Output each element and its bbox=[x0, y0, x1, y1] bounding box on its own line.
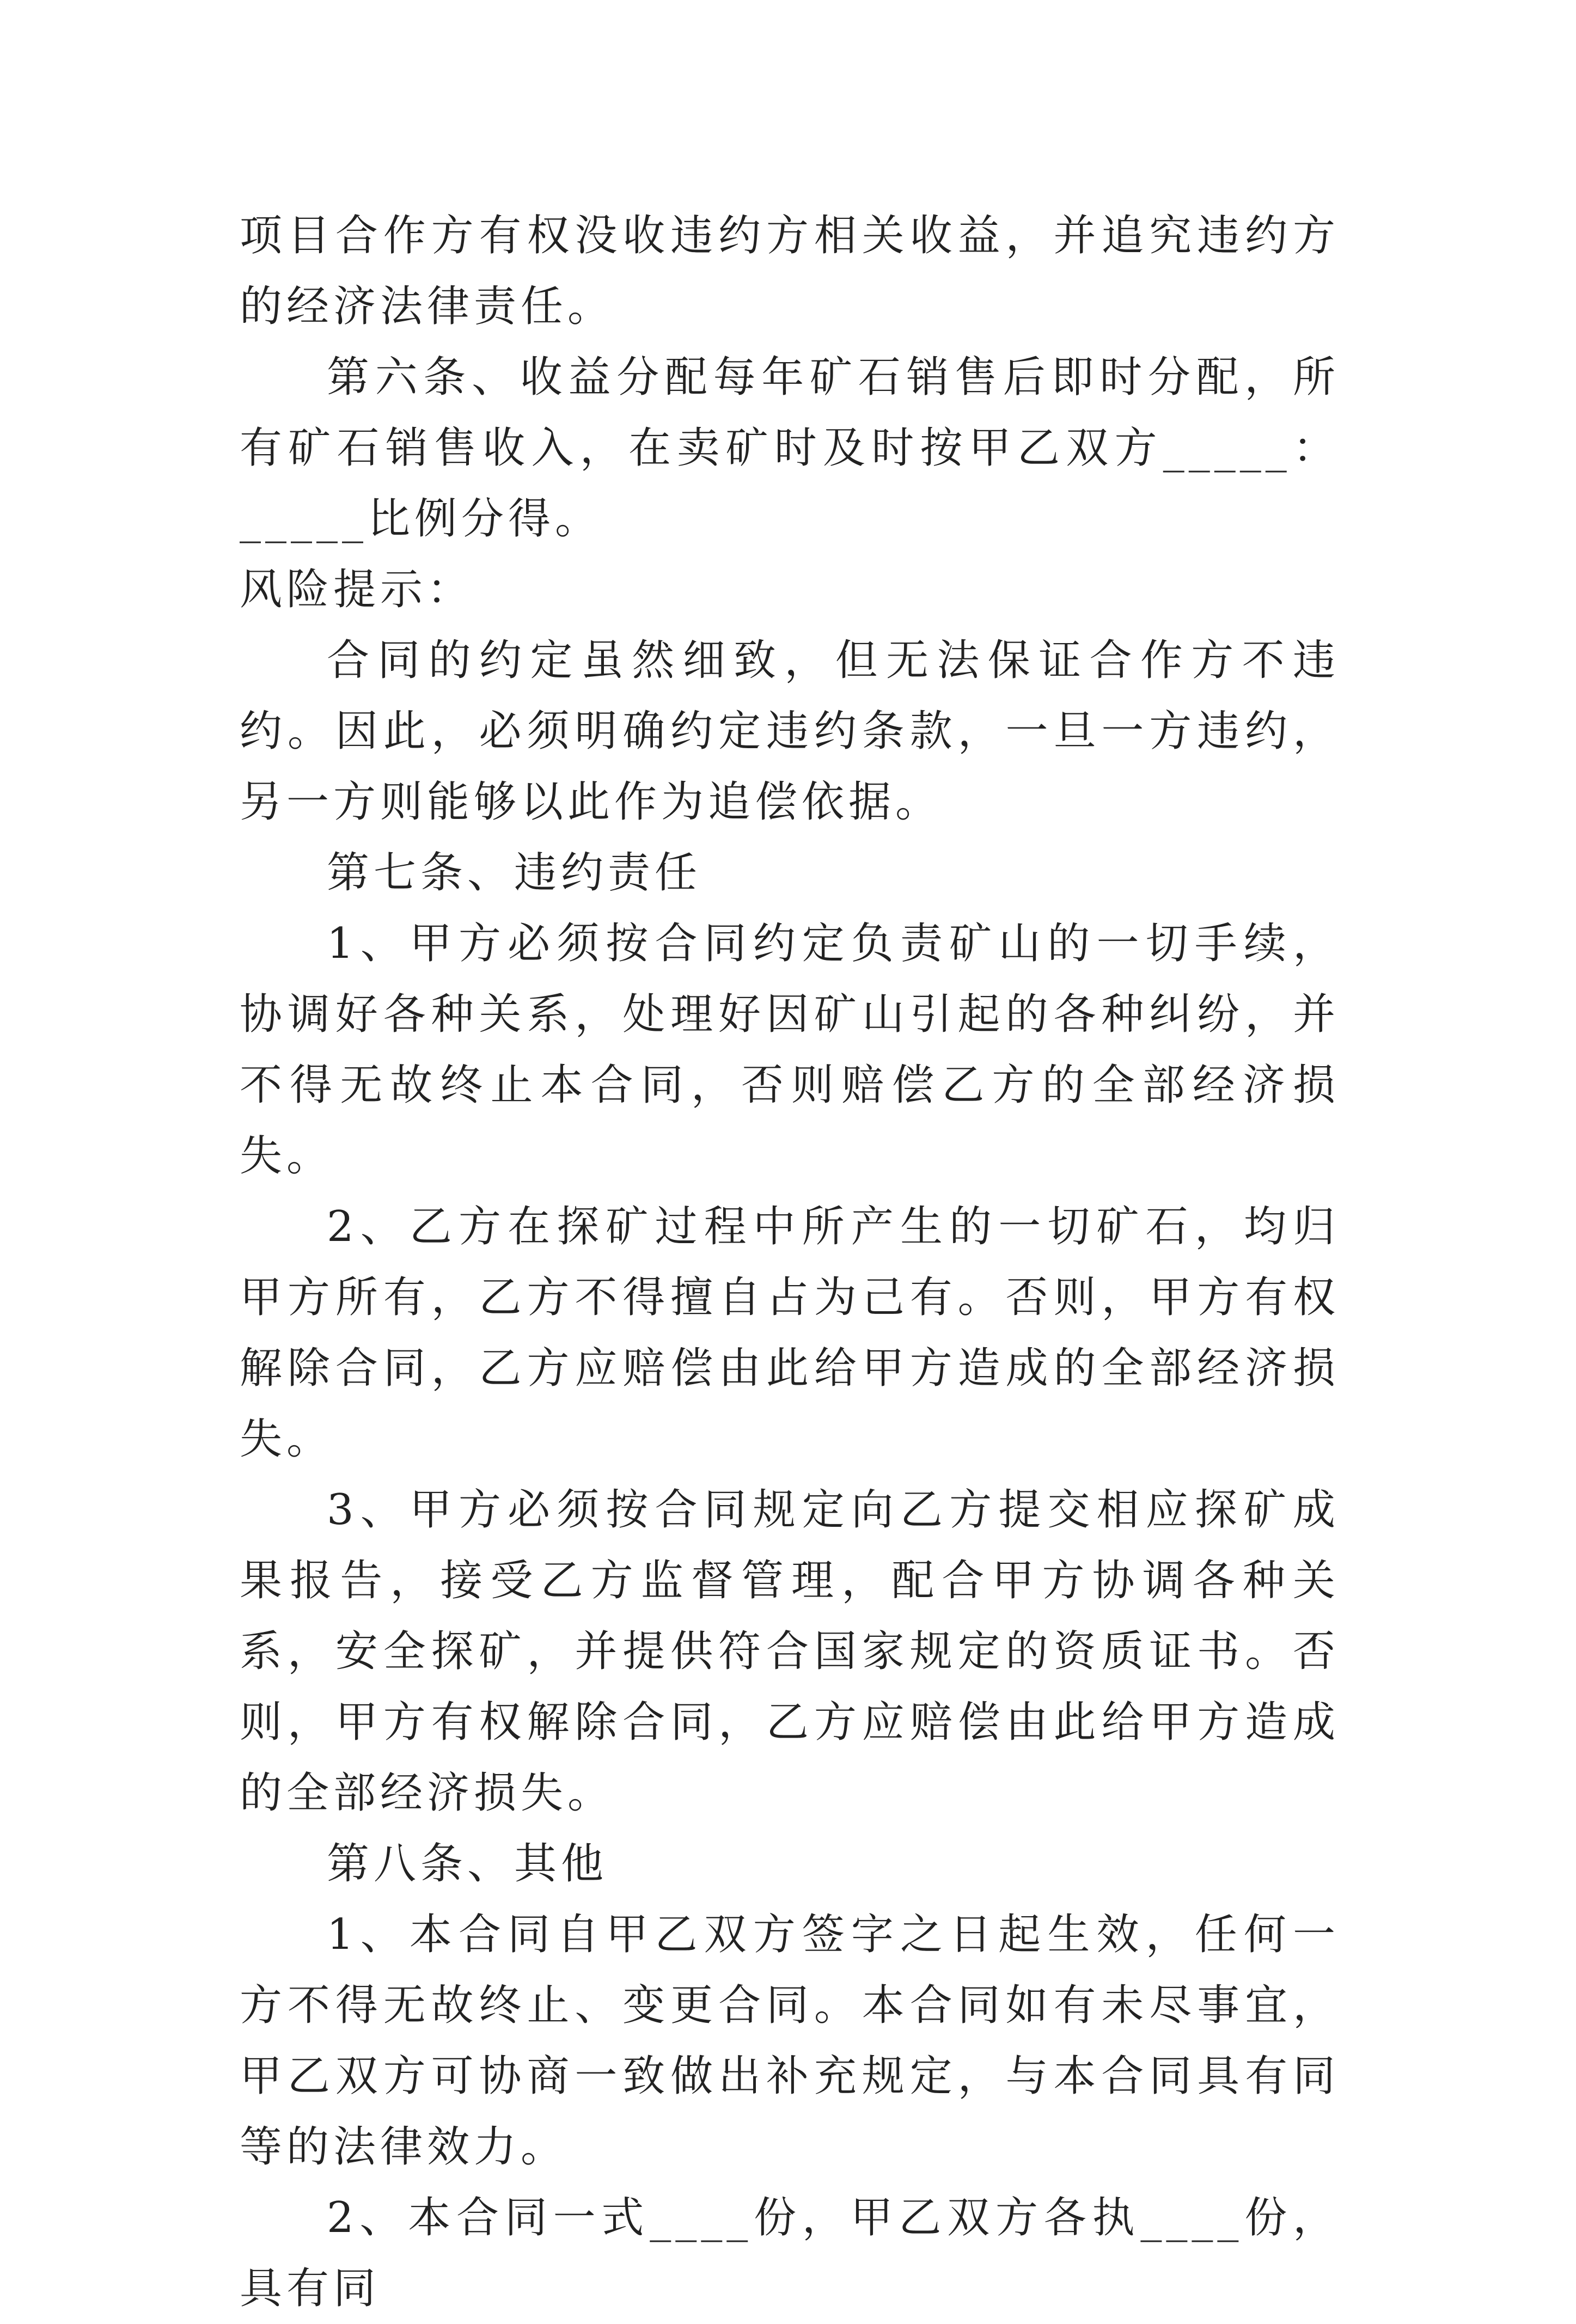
paragraph-article-7-item-2: 2、乙方在探矿过程中所产生的一切矿石，均归甲方所有，乙方不得擅自占为己有。否则，甲方有权解除合同，乙方应赔偿由此给甲方造成的全部经济损失。 bbox=[240, 1202, 1340, 1464]
paragraph-article-7-item-1: 1、甲方必须按合同约定负责矿山的一切手续，协调好各种关系，处理好因矿山引起的各种纠纷，并不得无故终止本合同，否则赔偿乙方的全部经济损失。 bbox=[240, 919, 1340, 1181]
paragraph-risk-heading: 风险提示： bbox=[240, 565, 474, 614]
heading-article-8: 第八条、其他 bbox=[327, 1839, 608, 1888]
document-body bbox=[240, 200, 1340, 2324]
paragraph-article-6: 第六条、收益分配每年矿石销售后即时分配，所有矿石销售收入，在卖矿时及时按甲乙双方_____：_____比例分得。 bbox=[240, 353, 1340, 543]
paragraph-article-8-item-2: 2、本合同一式____份，甲乙双方各执____份，具有同 bbox=[240, 2193, 1340, 2313]
paragraph-article-7-item-3: 3、甲方必须按合同规定向乙方提交相应探矿成果报告，接受乙方监督管理，配合甲方协调各种关系，安全探矿，并提供符合国家规定的资质证书。否则，甲方有权解除合同，乙方应赔偿由此给甲方造成的全部经济损失。 bbox=[240, 1485, 1340, 1818]
heading-article-7: 第七条、违约责任 bbox=[327, 848, 702, 897]
paragraph-risk-note: 合同的约定虽然细致，但无法保证合作方不违约。因此，必须明确约定违约条款，一旦一方违约，另一方则能够以此作为追偿依据。 bbox=[240, 636, 1340, 827]
paragraph-1: 项目合作方有权没收违约方相关收益，并追究违约方的经济法律责任。 bbox=[240, 211, 1340, 331]
paragraph-article-8-item-1: 1、本合同自甲乙双方签字之日起生效，任何一方不得无故终止、变更合同。本合同如有未尽事宜，甲乙双方可协商一致做出补充规定，与本合同具有同等的法律效力。 bbox=[240, 1910, 1340, 2172]
